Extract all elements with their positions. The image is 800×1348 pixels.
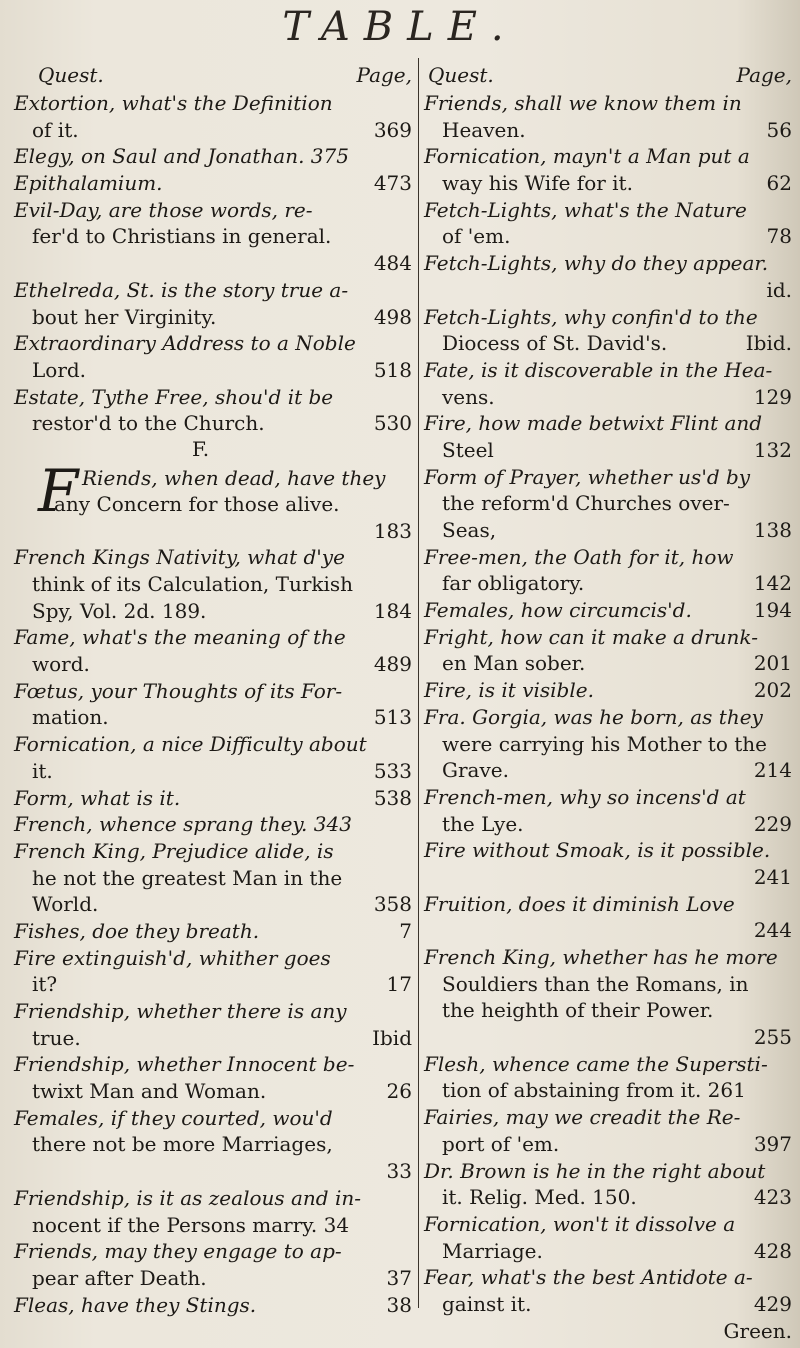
entry-text: Fornication, a nice Difficulty about [14,732,367,757]
page-number: 358 [373,892,412,917]
index-line [14,544,412,571]
entry-text: way his Wife for it. [442,171,633,196]
entry-text: Fire, is it visible. [424,678,594,703]
index-line [14,143,412,170]
index-line [424,464,792,491]
index-line [424,90,792,117]
index-line [14,117,412,144]
page-number: 533 [373,758,412,783]
entry-text: twixt Man and Woman. [32,1079,267,1104]
index-entries-f [14,518,412,1319]
entry-text: vens. [442,384,495,409]
entry-text: it. [32,758,53,783]
index-line [424,650,792,677]
index-line [424,891,792,918]
page-number: 183 [373,518,412,543]
index-line [424,944,792,971]
index-line [424,544,792,571]
page-number: 428 [753,1238,792,1263]
index-line [424,117,792,144]
index-line [424,1051,792,1078]
entry-text: Spy, Vol. 2d. 189. [32,598,207,623]
entry-text: think of its Calculation, Turkish [32,572,354,596]
index-line [14,223,412,250]
left-column [14,60,412,1318]
entry-text: gainst it. [442,1291,532,1316]
page-number: 498 [373,304,412,329]
entry-text: Souldiers than the Romans, in [442,971,749,996]
index-line [424,864,792,891]
index-line [424,1238,792,1265]
entry-text: Diocess of St. David's. [442,331,668,356]
entry-text: Grave. [442,758,509,783]
entry-text: Fate, is it discoverable in the Hea- [424,357,773,382]
page-number: 484 [373,251,412,276]
entry-text: it. Relig. Med. 150. [442,1185,637,1210]
page-title: TABLE. [282,4,518,50]
entry-text: Fire extinguish'd, whither goes [14,945,331,970]
entry-text: Evil-Day, are those words, re- [14,197,313,222]
index-line [424,170,792,197]
index-line [14,90,412,117]
page-number: 194 [753,598,792,623]
page-number: 138 [753,518,792,542]
page-number: 530 [373,411,412,436]
index-line [424,971,792,998]
index-line [424,1158,792,1185]
page-number: Green. [723,1318,792,1343]
page-number: 26 [386,1079,412,1104]
index-line [14,1238,412,1265]
index-line [14,197,412,224]
entry-text: restor'd to the Church. [32,411,265,436]
entry-text: Fear, what's the best Antidote a- [424,1265,753,1290]
entry-text: port of 'em. [442,1131,560,1156]
entry-text: Friendship, is it as zealous and in- [14,1185,362,1210]
entry-text: Friends, may they engage to ap- [14,1239,342,1264]
index-line [14,945,412,972]
entry-text: Fright, how can it make a drunk- [424,624,758,649]
entry-text: Form, what is it. [14,785,181,810]
index-line [424,570,792,597]
index-line [14,1051,412,1078]
index-line [424,997,792,1024]
entry-text: of it. [32,117,79,142]
entry-text: the heighth of their Power. [442,998,714,1023]
entry-text: nocent if the Persons marry. 34 [32,1212,350,1237]
index-line [424,1104,792,1131]
index-line [14,731,412,758]
entry-text: of 'em. [442,224,511,249]
index-line [424,757,792,784]
drop-cap: F [38,456,79,525]
page-number: 518 [373,357,412,382]
right-column [424,60,792,1344]
index-line [14,1185,412,1212]
index-line [14,1131,412,1158]
page-number: Ibid [372,1025,412,1050]
entry-text: pear after Death. [32,1265,207,1290]
index-line [424,1264,792,1291]
page-label: Page, [356,63,412,87]
index-line [424,437,792,464]
index-line [424,624,792,651]
index-line [424,1024,792,1051]
entry-text: fer'd to Christians in general. [32,224,332,249]
entry-text: it? [32,972,58,997]
index-line [424,837,792,864]
index-line [14,758,412,785]
entry-text: Fire, how made betwixt Flint and [424,411,763,436]
page-number: 78 [766,224,792,249]
page-number: 38 [386,1292,412,1317]
entry-text: French, whence sprang they. 343 [14,812,352,837]
entry-text: Fetch-Lights, why do they appear. [424,251,769,276]
entry-text: en Man sober. [442,651,586,676]
page-number: 17 [386,972,412,997]
page-number: 241 [753,864,792,889]
entry-text: Friends, shall we know them in [424,91,742,115]
index-line [14,838,412,865]
page-number: Ibid. [745,331,792,356]
index-line [14,170,412,197]
index-line [424,517,792,544]
page-number: 142 [753,571,792,596]
index-line [14,330,412,357]
entry-text: the Lye. [442,811,524,836]
entry-text: Form of Prayer, whether us'd by [424,464,751,489]
page-number: 229 [753,811,792,836]
right-column-header [424,60,792,90]
page-number: 255 [753,1025,792,1050]
entry-text: Fornication, won't it dissolve a [424,1211,736,1236]
entry-text: French-men, why so incens'd at [424,784,746,809]
entry-text: World. [32,892,99,917]
index-line [424,704,792,731]
entry-text: Fishes, doe they breath. [14,918,260,943]
index-line [14,1292,412,1319]
index-line [424,410,792,437]
entry-text: Fruition, does it diminish Love [424,891,735,916]
entry-text: Fame, what's the meaning of the [14,625,346,650]
entry-text: Extraordinary Address to a Noble [14,331,356,356]
index-line [14,384,412,411]
index-line [424,677,792,704]
index-line [424,597,792,624]
section-letter: F. [192,436,210,461]
entry-text: Heaven. [442,117,526,142]
page-number: 7 [399,918,412,943]
entry-text: there not be more Marriages, [32,1132,333,1157]
entry-text: Fetch-Lights, why confin'd to the [424,304,758,329]
entry-text: Seas, [442,518,497,542]
index-line [424,1077,792,1104]
index-line [424,917,792,944]
entry-text: true. [32,1025,81,1050]
page-number: 244 [753,918,792,943]
index-line [14,304,412,331]
index-line [14,250,412,277]
entry-text: Fleas, have they Stings. [14,1292,257,1317]
index-line [14,918,412,945]
entry-text: Steel [442,437,494,462]
index-line [14,1212,412,1239]
index-line [14,410,412,437]
index-line [424,1318,792,1345]
index-line [14,865,412,892]
page-number: 184 [373,598,412,623]
index-line [424,731,792,758]
page-number: 538 [373,785,412,810]
index-line [14,678,412,705]
entry-text: Epithalamium. [14,171,163,196]
entry-text: bout her Virginity. [32,304,217,329]
entry-text: Dr. Brown is he in the right about [424,1158,766,1183]
entry-text: Fire without Smoak, is it possible. [424,838,771,863]
page-number: 489 [373,652,412,677]
page-number: 513 [373,705,412,730]
index-line [14,1078,412,1105]
page-number: 33 [386,1159,412,1184]
index-line [424,1131,792,1158]
index-entries-e [14,90,412,437]
index-line [14,1105,412,1132]
index-line [424,811,792,838]
index-entries-f-continued [424,90,792,1344]
index-line [424,490,792,517]
entry-text: Fœtus, your Thoughts of its For- [14,678,343,703]
drop-cap-entry [14,456,412,525]
page-number: 423 [753,1185,792,1210]
page-number: 397 [753,1131,792,1156]
page-number: 132 [753,437,792,462]
entry-text: far obligatory. [442,571,585,596]
index-line [424,1184,792,1211]
drop-cap-line-1: Riends, when dead, have they [82,465,386,490]
drop-cap-line-2: any Concern for those alive. [54,491,340,516]
index-line [424,304,792,331]
entry-text: Elegy, on Saul and Jonathan. 375 [14,144,349,169]
index-line [14,651,412,678]
page-number: 201 [753,651,792,676]
entry-text: Free-men, the Oath for it, how [424,544,734,569]
entry-text: Fetch-Lights, what's the Nature [424,197,747,222]
index-line [424,197,792,224]
entry-text: word. [32,652,90,677]
entry-text: Ethelreda, St. is the story true a- [14,277,349,302]
entry-text: Lord. [32,357,87,382]
index-line [14,998,412,1025]
index-line [14,1265,412,1292]
index-line [424,1291,792,1318]
entry-text: he not the greatest Man in the [32,865,343,890]
index-line [424,223,792,250]
entry-text: Fornication, mayn't a Man put a [424,144,750,169]
entry-text: the reform'd Churches over- [442,491,730,516]
query-label: Quest. [428,63,494,87]
page-number: 214 [753,758,792,783]
entry-text: Fairies, may we creadit the Re- [424,1105,741,1130]
index-line [424,330,792,357]
index-line [14,518,412,545]
index-line [14,785,412,812]
entry-text: French King, Prejudice alide, is [14,838,334,863]
entry-text: Friendship, whether Innocent be- [14,1052,355,1077]
page-number: id. [766,277,792,302]
entry-text: were carrying his Mother to the [442,731,767,756]
page-number: 62 [766,171,792,196]
page-number: 56 [766,117,792,142]
column-divider [418,58,419,1308]
index-line [424,357,792,384]
index-line [424,784,792,811]
entry-text: Friendship, whether there is any [14,999,347,1023]
index-line [14,811,412,838]
index-line [424,143,792,170]
entry-text: Fra. Gorgia, was he born, as they [424,704,763,729]
index-line [424,1211,792,1238]
entry-text: Estate, Tythe Free, shou'd it be [14,384,334,409]
entry-text: Extortion, what's the Definition [14,91,333,115]
entry-text: Marriage. [442,1238,543,1263]
index-line [14,598,412,625]
index-line [14,357,412,384]
entry-text: Females, if they courted, wou'd [14,1105,333,1130]
index-line [14,704,412,731]
index-line [14,1025,412,1052]
page-number: 129 [753,384,792,409]
entry-text: French King, whether has he more [424,945,778,969]
index-line [424,384,792,411]
entry-text: French Kings Nativity, what d'ye [14,545,345,570]
entry-text: Flesh, whence came the Supersti- [424,1051,768,1076]
entry-text: tion of abstaining from it. 261 [442,1078,746,1103]
index-line [14,624,412,651]
page-number: 473 [373,171,412,196]
page-number: 369 [373,117,412,142]
index-line [424,250,792,277]
index-line [14,971,412,998]
entry-text: mation. [32,705,109,730]
page-number: 37 [386,1265,412,1290]
page-number: 429 [753,1291,792,1316]
entry-text: Females, how circumcis'd. [424,598,692,623]
index-line [14,891,412,918]
index-line [424,277,792,304]
left-column-header [14,60,412,90]
page-label: Page, [736,63,792,87]
query-label: Quest. [38,63,104,87]
page-number: 202 [753,678,792,703]
index-line [14,1158,412,1185]
index-line [14,277,412,304]
index-line [14,571,412,598]
